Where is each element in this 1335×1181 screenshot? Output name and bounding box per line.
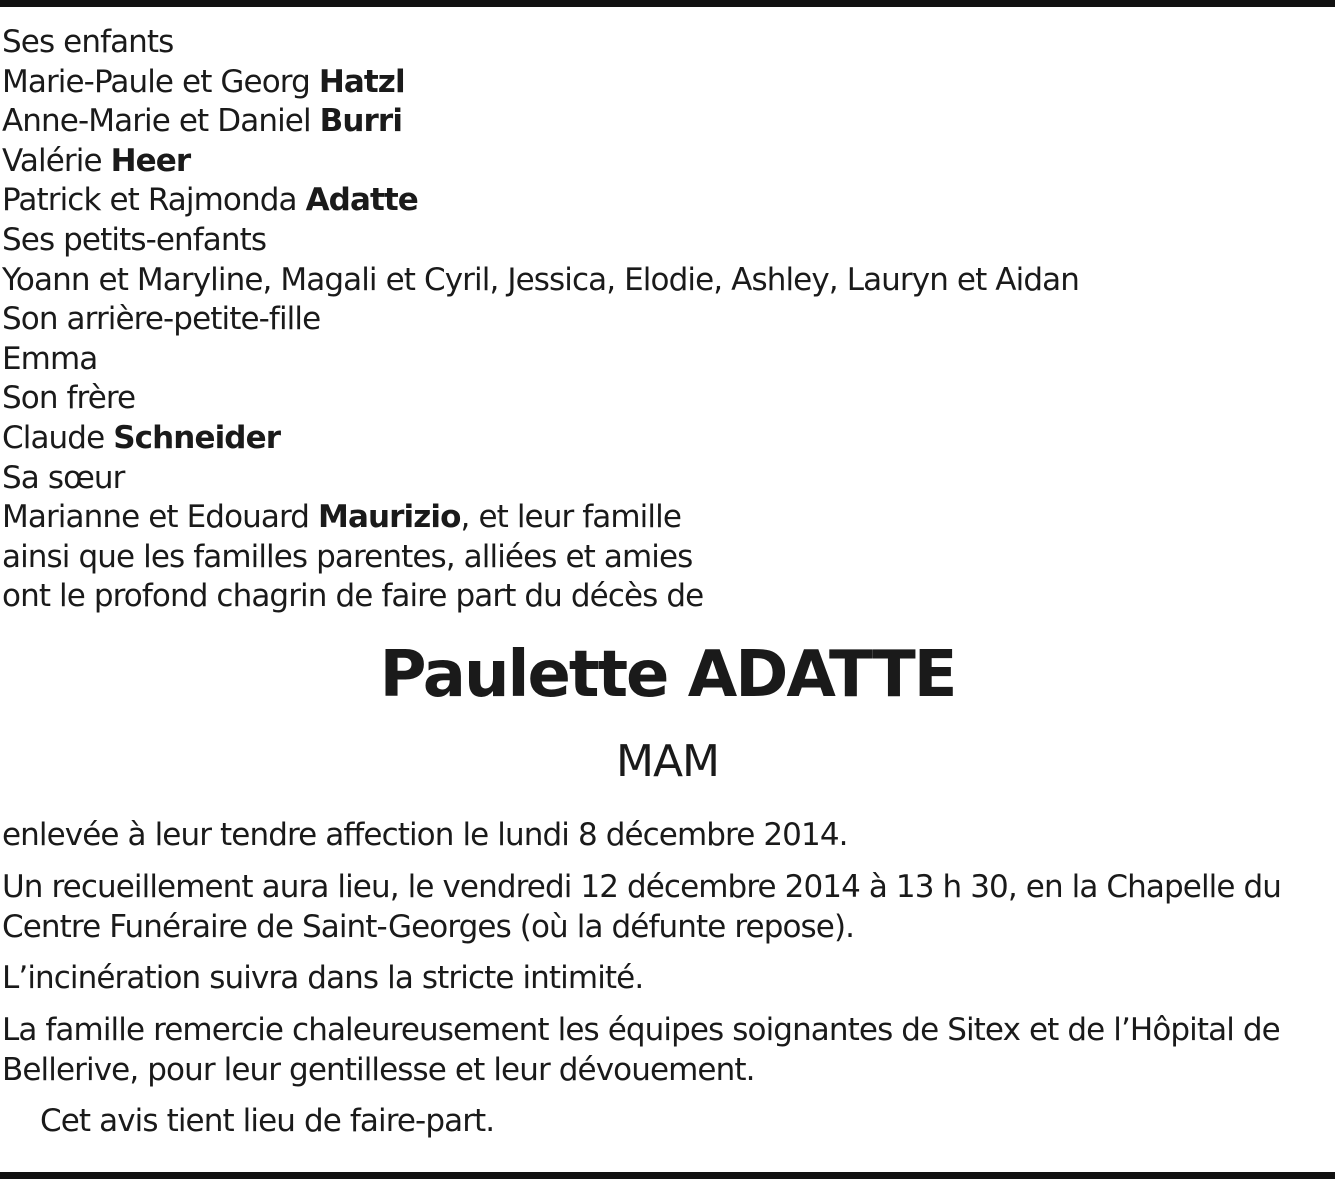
family-line: Ses petits-enfants xyxy=(2,221,267,258)
ceremony-line: Un recueillement aura lieu, le vendredi 12 décembre 2014 à 13 h 30, en la Chapelle du xyxy=(2,869,1282,905)
family-line: Marianne et Edouard Maurizio, et leur famille xyxy=(2,499,681,536)
family-line: ainsi que les familles parentes, alliées et amies xyxy=(2,538,693,575)
family-line: Claude Schneider xyxy=(2,419,281,456)
family-line: Anne-Marie et Daniel Burri xyxy=(2,103,403,140)
thanks-paragraph xyxy=(2,1010,1335,1090)
family-list xyxy=(2,23,1332,617)
family-line: Sa sœur xyxy=(2,459,125,496)
family-line: Patrick et Rajmonda Adatte xyxy=(2,182,418,219)
family-line: Marie-Paule et Georg Hatzl xyxy=(2,63,405,100)
family-line: ont le profond chagrin de faire part du décès de xyxy=(2,578,704,615)
ceremony-paragraph xyxy=(2,867,1335,947)
closing-note: Cet avis tient lieu de faire-part. xyxy=(40,1103,495,1139)
family-line: Valérie Heer xyxy=(2,142,191,179)
family-line: Ses enfants xyxy=(2,24,174,60)
family-line: Son frère xyxy=(2,380,136,417)
family-line: Yoann et Maryline, Magali et Cyril, Jessica, Elodie, Ashley, Lauryn et Aidan xyxy=(2,261,1079,298)
top-border-rule xyxy=(0,0,1335,7)
bottom-border-rule xyxy=(0,1172,1335,1179)
ceremony-line: Centre Funéraire de Saint-Georges (où la défunte repose). xyxy=(2,909,855,945)
deceased-name: Paulette ADATTE xyxy=(379,638,956,712)
cremation-paragraph: L’incinération suivra dans la stricte intimité. xyxy=(2,960,644,996)
deceased-nickname: MAM xyxy=(615,736,720,787)
thanks-line: Bellerive, pour leur gentillesse et leur dévouement. xyxy=(2,1052,755,1088)
family-line: Son arrière-petite-fille xyxy=(2,301,321,338)
thanks-line: La famille remercie chaleureusement les équipes soignantes de Sitex et de l’Hôpital de xyxy=(2,1012,1280,1048)
family-line: Emma xyxy=(2,340,98,377)
death-announcement: enlevée à leur tendre affection le lundi 8 décembre 2014. xyxy=(2,817,848,853)
